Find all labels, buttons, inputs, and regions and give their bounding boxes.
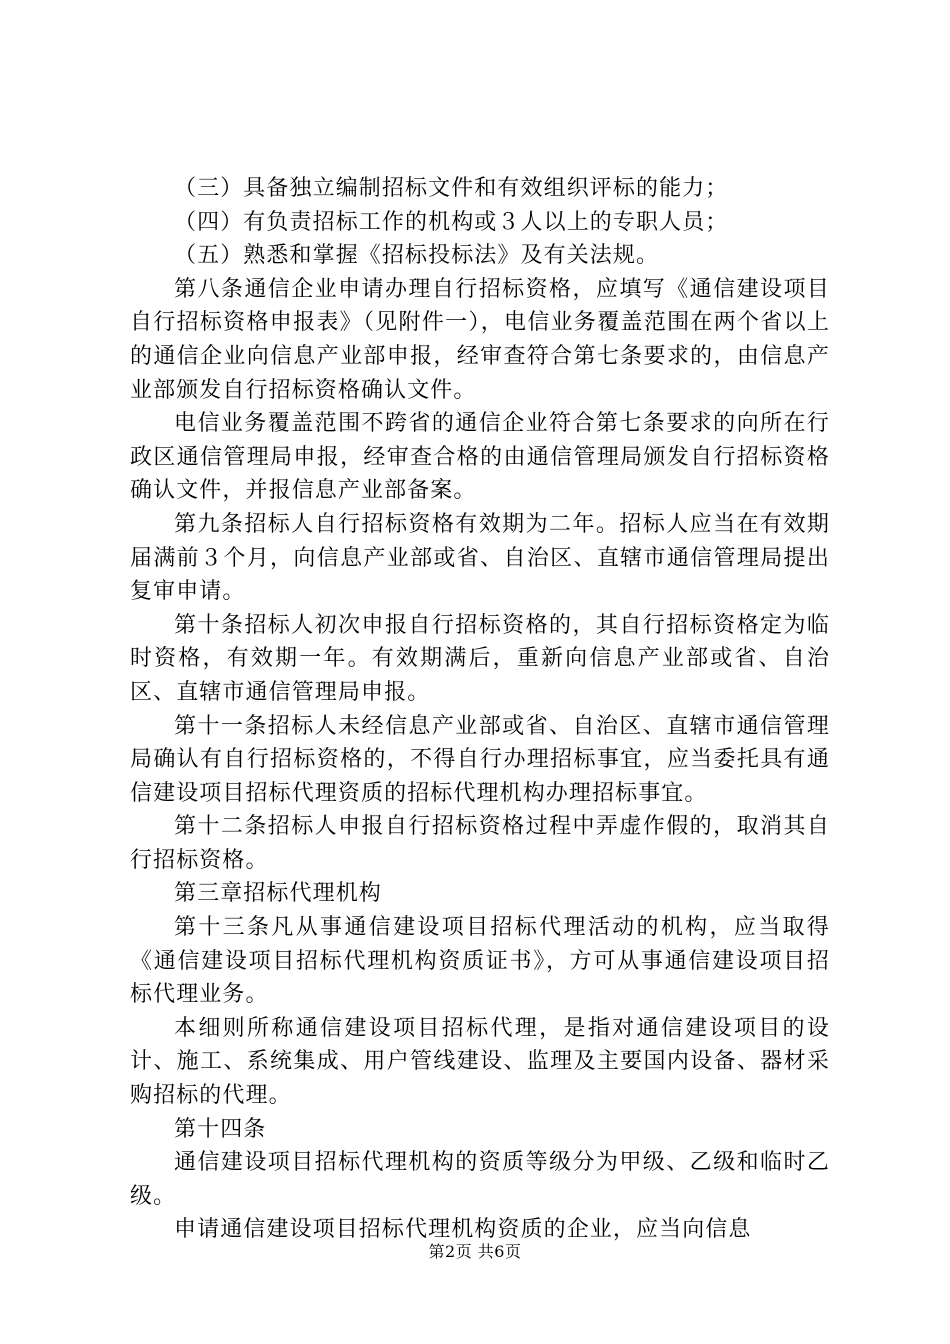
article-8-paragraph: 第八条通信企业申请办理自行招标资格，应填写《通信建设项目自行招标资格申报表》（见附件一），电信业务覆盖范围在两个省以上的通信企业向信息产业部申报，经审查符合第七条要求的，由信息产业部颁发自行招标资格确认文件。 — [130, 276, 830, 403]
article-10-paragraph: 第十条招标人初次申报自行招标资格的，其自行招标资格定为临时资格，有效期一年。有效期满后，重新向信息产业部或省、自治区、直辖市通信管理局申报。 — [130, 612, 830, 705]
article-13-sub-paragraph: 本细则所称通信建设项目招标代理，是指对通信建设项目的设计、施工、系统集成、用户管线建设、监理及主要国内设备、器材采购招标的代理。 — [130, 1015, 830, 1109]
chapter-3-heading: 第三章招标代理机构 — [174, 881, 382, 907]
page-number-indicator: 第2页 共6页 — [428, 1242, 522, 1261]
page-footer — [0, 1242, 950, 1262]
article-9-paragraph: 第九条招标人自行招标资格有效期为二年。招标人应当在有效期届满前３个月，向信息产业部或省、自治区、直辖市通信管理局提出复审申请。 — [130, 511, 830, 605]
article-13-paragraph: 第十三条凡从事通信建设项目招标代理活动的机构，应当取得《通信建设项目招标代理机构资质证书》，方可从事通信建设项目招标代理业务。 — [130, 915, 830, 1008]
article-11-paragraph: 第十一条招标人未经信息产业部或省、自治区、直辖市通信管理局确认有自行招标资格的，不得自行办理招标事宜，应当委托具有通信建设项目招标代理资质的招标代理机构办理招标事宜。 — [130, 713, 830, 806]
article-8-sub-paragraph: 电信业务覆盖范围不跨省的通信企业符合第七条要求的向所在行政区通信管理局申报，经审查合格的由通信管理局颁发自行招标资格确认文件，并报信息产业部备案。 — [130, 411, 830, 504]
paragraph-item-3: （三）具备独立编制招标文件和有效组织评标的能力； — [174, 176, 729, 201]
document-body — [130, 172, 830, 1247]
article-14-heading: 第十四条 — [174, 1116, 267, 1142]
paragraph-item-5: （五）熟悉和掌握《招标投标法》及有关法规。 — [174, 243, 660, 269]
article-14-paragraph: 通信建设项目招标代理机构的资质等级分为甲级、乙级和临时乙级。 — [130, 1150, 830, 1209]
article-14-sub-paragraph: 申请通信建设项目招标代理机构资质的企业，应当向信息 — [174, 1217, 752, 1243]
paragraph-item-4: （四）有负责招标工作的机构或３人以上的专职人员； — [174, 209, 729, 235]
article-12-paragraph: 第十二条招标人申报自行招标资格过程中弄虚作假的，取消其自行招标资格。 — [130, 814, 830, 873]
